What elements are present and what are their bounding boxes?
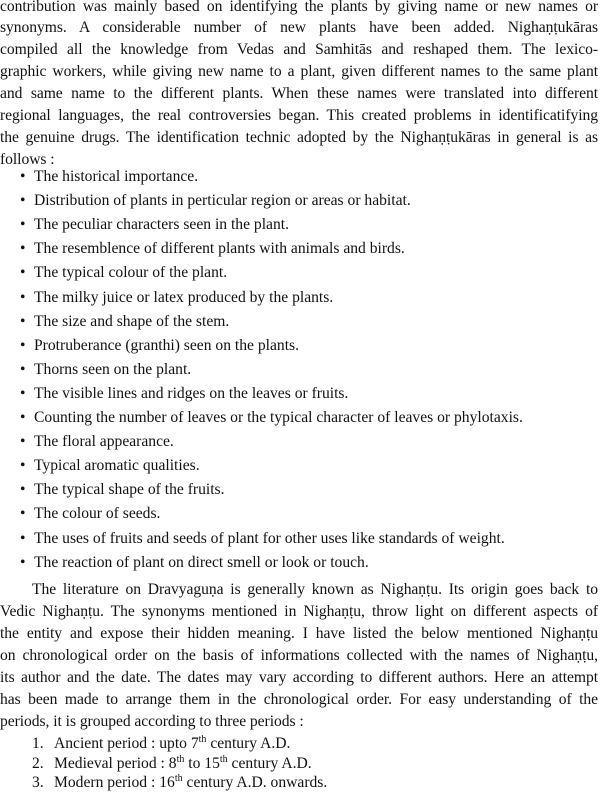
period-text: Modern period : 16 xyxy=(54,774,175,791)
period-number: 3. xyxy=(32,774,44,791)
ordinal-suffix: th xyxy=(176,753,185,765)
bullet-item xyxy=(20,382,348,406)
period-item xyxy=(32,773,327,793)
bullet-point-icon: • xyxy=(20,360,26,378)
paragraph-line: its author and the date. The dates may vary according to different authors. Here an attempt xyxy=(0,669,598,686)
paragraph-line: graphic workers, while giving new name to a plant, given different names to the same plant xyxy=(0,63,598,80)
bullet-item xyxy=(20,430,174,454)
paragraph-line: synonyms. A considerable number of new plants have been added. Nighaṇṭukāras xyxy=(0,19,598,36)
bullet-text: The historical importance. xyxy=(34,168,199,185)
bullet-item xyxy=(20,527,505,551)
bullet-text: The uses of fruits and seeds of plant for other uses like standards of weight. xyxy=(34,529,505,547)
ordinal-suffix: th xyxy=(219,753,228,765)
bullet-text: The resemblence of different plants with animals and birds. xyxy=(34,240,405,258)
bullet-text: Counting the number of leaves or the typical character of leaves or phylotaxis. xyxy=(34,409,523,426)
paragraph-line: follows : xyxy=(0,151,55,168)
bullet-point-icon: • xyxy=(20,505,26,523)
bullet-point-icon: • xyxy=(20,312,26,330)
bullet-point-icon: • xyxy=(20,216,26,234)
bullet-text: Protruberance (granthi) seen on the plants. xyxy=(34,336,300,354)
bullet-text: The colour of seeds. xyxy=(34,505,161,523)
period-item xyxy=(32,734,290,754)
paragraph-line: regional languages, the real controversies began. This created problems in identificatifying xyxy=(0,107,598,124)
bullet-item xyxy=(20,478,225,502)
paragraph-line: the entity and expose their hidden meaning. I have listed the below mentioned Nighaṇṭu xyxy=(0,625,598,642)
bullet-text: Thorns seen on the plant. xyxy=(34,360,192,378)
period-text: century A.D. xyxy=(206,735,291,752)
bullet-text: The size and shape of the stem. xyxy=(34,312,230,330)
bullet-item xyxy=(20,261,227,285)
paragraph-line: on chronological order on the basis of informations collected with the names of Nighaṇṭu, xyxy=(0,647,598,664)
bullet-point-icon: • xyxy=(20,553,26,571)
bullet-item xyxy=(20,237,405,261)
period-text: century A.D. xyxy=(227,755,312,772)
bullet-point-icon: • xyxy=(20,192,26,210)
paragraph-line: has been made to arrange them in the chronological order. For easy understanding of the xyxy=(0,691,598,708)
bullet-point-icon: • xyxy=(20,409,26,426)
bullet-point-icon: • xyxy=(20,481,26,499)
bullet-item xyxy=(20,454,200,478)
bullet-point-icon: • xyxy=(20,457,26,475)
paragraph-line: contribution was mainly based on identifying the plants by giving name or new names or xyxy=(0,0,598,15)
bullet-point-icon: • xyxy=(20,433,26,451)
bullet-text: The typical colour of the plant. xyxy=(34,264,228,282)
bullet-item xyxy=(20,406,523,430)
period-text: to 15 xyxy=(184,755,220,772)
paragraph-line: The literature on Dravyaguṇa is generally known as Nighaṇṭu. Its origin goes back to xyxy=(32,581,598,598)
bullet-text: Distribution of plants in perticular region or areas or habitat. xyxy=(34,192,411,210)
period-text: Medieval period : 8 xyxy=(54,755,177,772)
bullet-text: The floral appearance. xyxy=(34,433,174,451)
paragraph-line: the genuine drugs. The identification technic adopted by the Nighaṇṭukāras in general is as xyxy=(0,129,598,146)
bullet-item xyxy=(20,310,229,334)
bullet-point-icon: • xyxy=(20,529,26,547)
bullet-text: The milky juice or latex produced by the plants. xyxy=(34,288,334,306)
bullet-item xyxy=(20,165,198,189)
bullet-item xyxy=(20,551,369,575)
bullet-item xyxy=(20,286,333,310)
bullet-item xyxy=(20,502,160,526)
period-number: 2. xyxy=(32,755,44,772)
bullet-item xyxy=(20,189,411,213)
period-number: 1. xyxy=(32,735,44,752)
bullet-text: The reaction of plant on direct smell or look or touch. xyxy=(34,553,369,571)
bullet-point-icon: • xyxy=(20,288,26,306)
bullet-item xyxy=(20,334,299,358)
period-text: century A.D. onwards. xyxy=(182,774,328,791)
ordinal-suffix: th xyxy=(198,733,207,745)
bullet-item xyxy=(20,213,289,237)
bullet-item xyxy=(20,358,191,382)
bullet-point-icon: • xyxy=(20,240,26,258)
bullet-text: The visible lines and ridges on the leaves or fruits. xyxy=(34,384,349,402)
bullet-point-icon: • xyxy=(20,336,26,354)
paragraph-line: Vedic Nighaṇṭu. The synonyms mentioned in Nighaṇṭu, throw light on different aspects of xyxy=(0,603,598,620)
bullet-point-icon: • xyxy=(20,384,26,402)
bullet-point-icon: • xyxy=(20,264,26,282)
paragraph-line: periods, it is grouped according to three periods : xyxy=(0,713,304,730)
bullet-text: The typical shape of the fruits. xyxy=(34,481,225,499)
bullet-text: Typical aromatic qualities. xyxy=(34,457,200,475)
period-item xyxy=(32,754,312,774)
period-text: Ancient period : upto 7 xyxy=(54,735,199,752)
ordinal-suffix: th xyxy=(174,772,183,784)
bullet-text: The peculiar characters seen in the plant. xyxy=(34,216,290,234)
paragraph-line: and same name to the different plants. When these names were translated into different xyxy=(0,85,598,102)
paragraph-line: compiled all the knowledge from Vedas and Samhitās and reshaped them. The lexico- xyxy=(0,41,598,58)
bullet-point-icon: • xyxy=(20,168,26,185)
